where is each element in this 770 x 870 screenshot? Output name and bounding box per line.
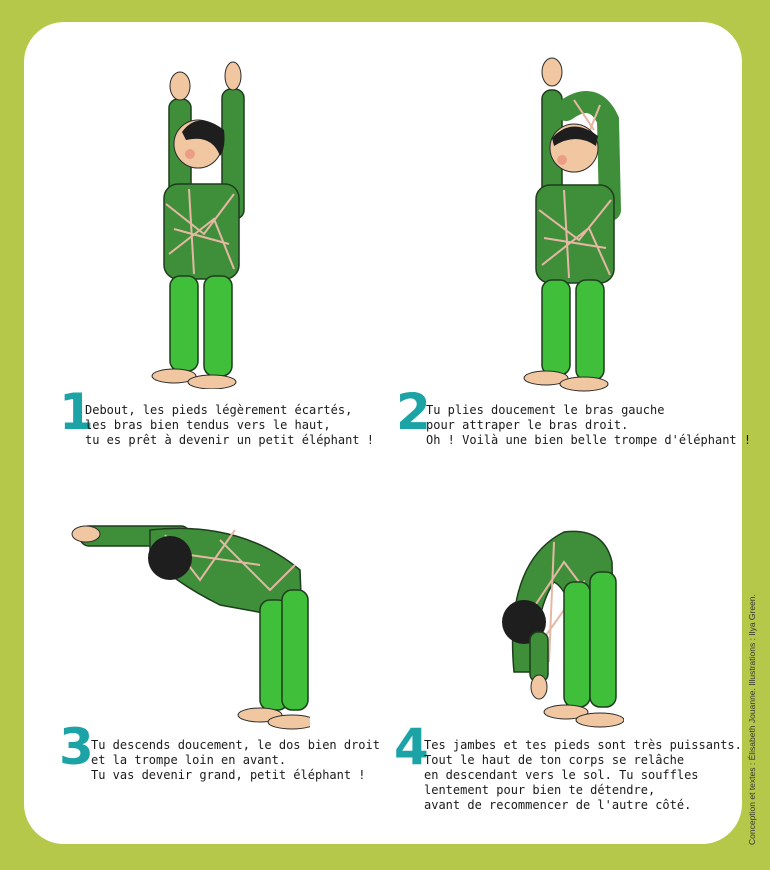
step-2-line-1: Tu plies doucement le bras gauche — [426, 403, 665, 417]
step-1-line-1: Debout, les pieds légèrement écartés, — [85, 403, 353, 417]
step-4-line-4: lentement pour bien te détendre, — [424, 783, 656, 797]
step-2-number: 2 — [396, 383, 431, 441]
step-2-line-2: pour attraper le bras droit. — [426, 418, 629, 432]
step-3-text — [91, 738, 380, 783]
step-2-line-3: Oh ! Voilà une bien belle trompe d'éléphant ! — [426, 433, 752, 447]
step-1-line-2: les bras bien tendus vers le haut, — [85, 418, 331, 432]
step-4-line-2: Tout le haut de ton corps se relâche — [424, 753, 685, 767]
exercise-card — [24, 22, 752, 844]
step-3-line-3: Tu vas devenir grand, petit éléphant ! — [91, 768, 366, 782]
step-3-line-1: Tu descends doucement, le dos bien droit — [91, 738, 380, 752]
step-4-line-5: avant de recommencer de l'autre côté. — [424, 798, 692, 812]
credit-line: Conception et textes : Élisabeth Jouanne. Illustrations : Ilya Green. — [747, 594, 757, 845]
step-3-illustration — [70, 510, 310, 730]
step-2-text — [426, 403, 751, 448]
step-3-number: 3 — [59, 718, 94, 776]
step-2-illustration — [514, 50, 634, 395]
step-4-line-3: en descendant vers le sol. Tu souffles — [424, 768, 699, 782]
step-3-line-2: et la trompe loin en avant. — [91, 753, 287, 767]
step-1-line-3: tu es prêt à devenir un petit éléphant ! — [85, 433, 374, 447]
step-4-line-1: Tes jambes et tes pieds sont très puissants. — [424, 738, 742, 752]
step-4-illustration — [494, 522, 624, 737]
step-1-text — [85, 403, 374, 448]
step-4-number: 4 — [394, 718, 429, 776]
step-1-illustration — [134, 44, 264, 389]
step-1-number: 1 — [59, 383, 94, 441]
step-4-text — [424, 738, 742, 813]
